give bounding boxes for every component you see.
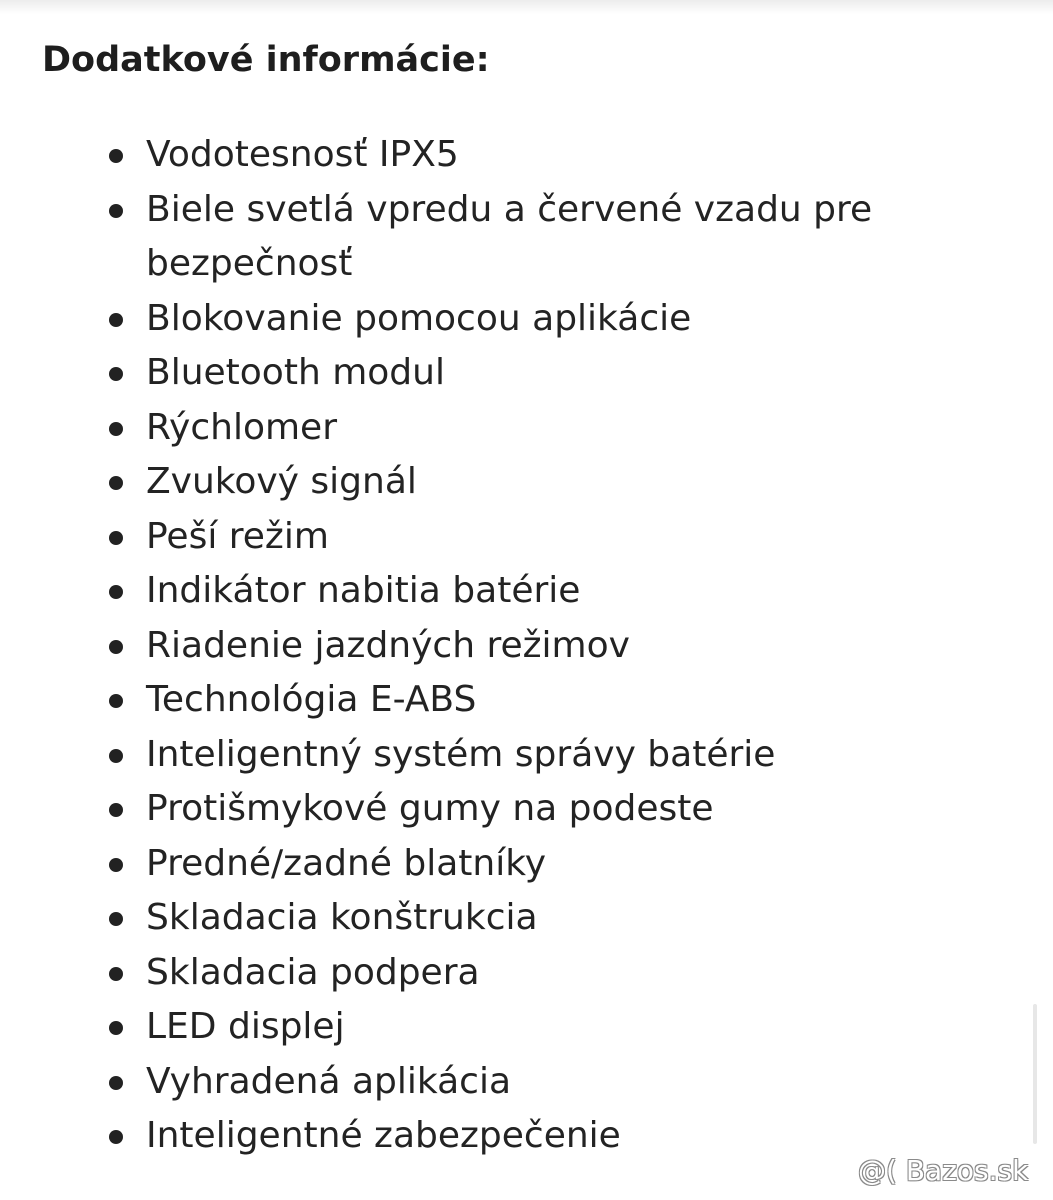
list-item (146, 346, 946, 401)
bullet-icon (109, 1130, 123, 1144)
list-item (146, 128, 946, 183)
bullet-icon (109, 803, 123, 817)
bullet-icon (109, 1076, 123, 1090)
bullet-icon (109, 313, 123, 327)
feature-text: Zvukový signál (146, 461, 417, 502)
list-item (146, 292, 946, 347)
bullet-icon (109, 585, 123, 599)
feature-text: Inteligentný systém správy batérie (146, 733, 776, 775)
feature-text: Protišmykové gumy na podeste (146, 788, 714, 829)
bullet-icon (109, 967, 123, 981)
feature-text: Vyhradená aplikácia (146, 1060, 512, 1102)
list-item (146, 891, 946, 946)
top-shadow (0, 0, 1053, 14)
feature-text: Skladacia konštrukcia (146, 897, 538, 938)
bullet-icon (109, 749, 123, 763)
scrollbar[interactable] (1033, 1004, 1037, 1144)
feature-text: Predné/zadné blatníky (146, 842, 547, 884)
bullet-icon (109, 694, 123, 708)
feature-text: Biele svetlá vpredu a červené vzadu pre bezpečnosť (146, 188, 873, 284)
feature-text: Peší režim (146, 515, 329, 557)
feature-text: Blokovanie pomocou aplikácie (146, 297, 692, 339)
feature-text: Indikátor nabitia batérie (146, 570, 581, 611)
bullet-icon (109, 912, 123, 926)
feature-text: Vodotesnosť IPX5 (146, 134, 459, 175)
list-item (146, 619, 946, 674)
feature-text: Technológia E-ABS (146, 679, 477, 720)
feature-text: Rýchlomer (146, 406, 338, 448)
feature-text: Inteligentné zabezpečenie (146, 1115, 621, 1156)
bullet-icon (109, 531, 123, 545)
feature-list (146, 128, 946, 1164)
list-item (146, 1000, 946, 1055)
feature-text: Bluetooth modul (146, 352, 445, 393)
bullet-icon (109, 858, 123, 872)
list-item (146, 946, 946, 1001)
section-heading: Dodatkové informácie: (42, 40, 490, 80)
list-item (146, 673, 946, 728)
bazos-watermark: @( Bazos.sk (858, 1154, 1029, 1187)
feature-text: Riadenie jazdných režimov (146, 624, 630, 666)
list-item (146, 455, 946, 510)
bullet-icon (109, 640, 123, 654)
list-item (146, 564, 946, 619)
bullet-icon (109, 204, 123, 218)
feature-text: LED displej (146, 1006, 345, 1047)
bullet-icon (109, 422, 123, 436)
list-item (146, 510, 946, 565)
bullet-icon (109, 149, 123, 163)
bullet-icon (109, 1021, 123, 1035)
bullet-icon (109, 367, 123, 381)
list-item (146, 183, 946, 292)
list-item (146, 401, 946, 456)
bullet-icon (109, 476, 123, 490)
list-item (146, 1055, 946, 1110)
list-item (146, 837, 946, 892)
feature-text: Skladacia podpera (146, 951, 480, 993)
list-item (146, 728, 946, 783)
list-item (146, 782, 946, 837)
list-item (146, 1109, 946, 1164)
